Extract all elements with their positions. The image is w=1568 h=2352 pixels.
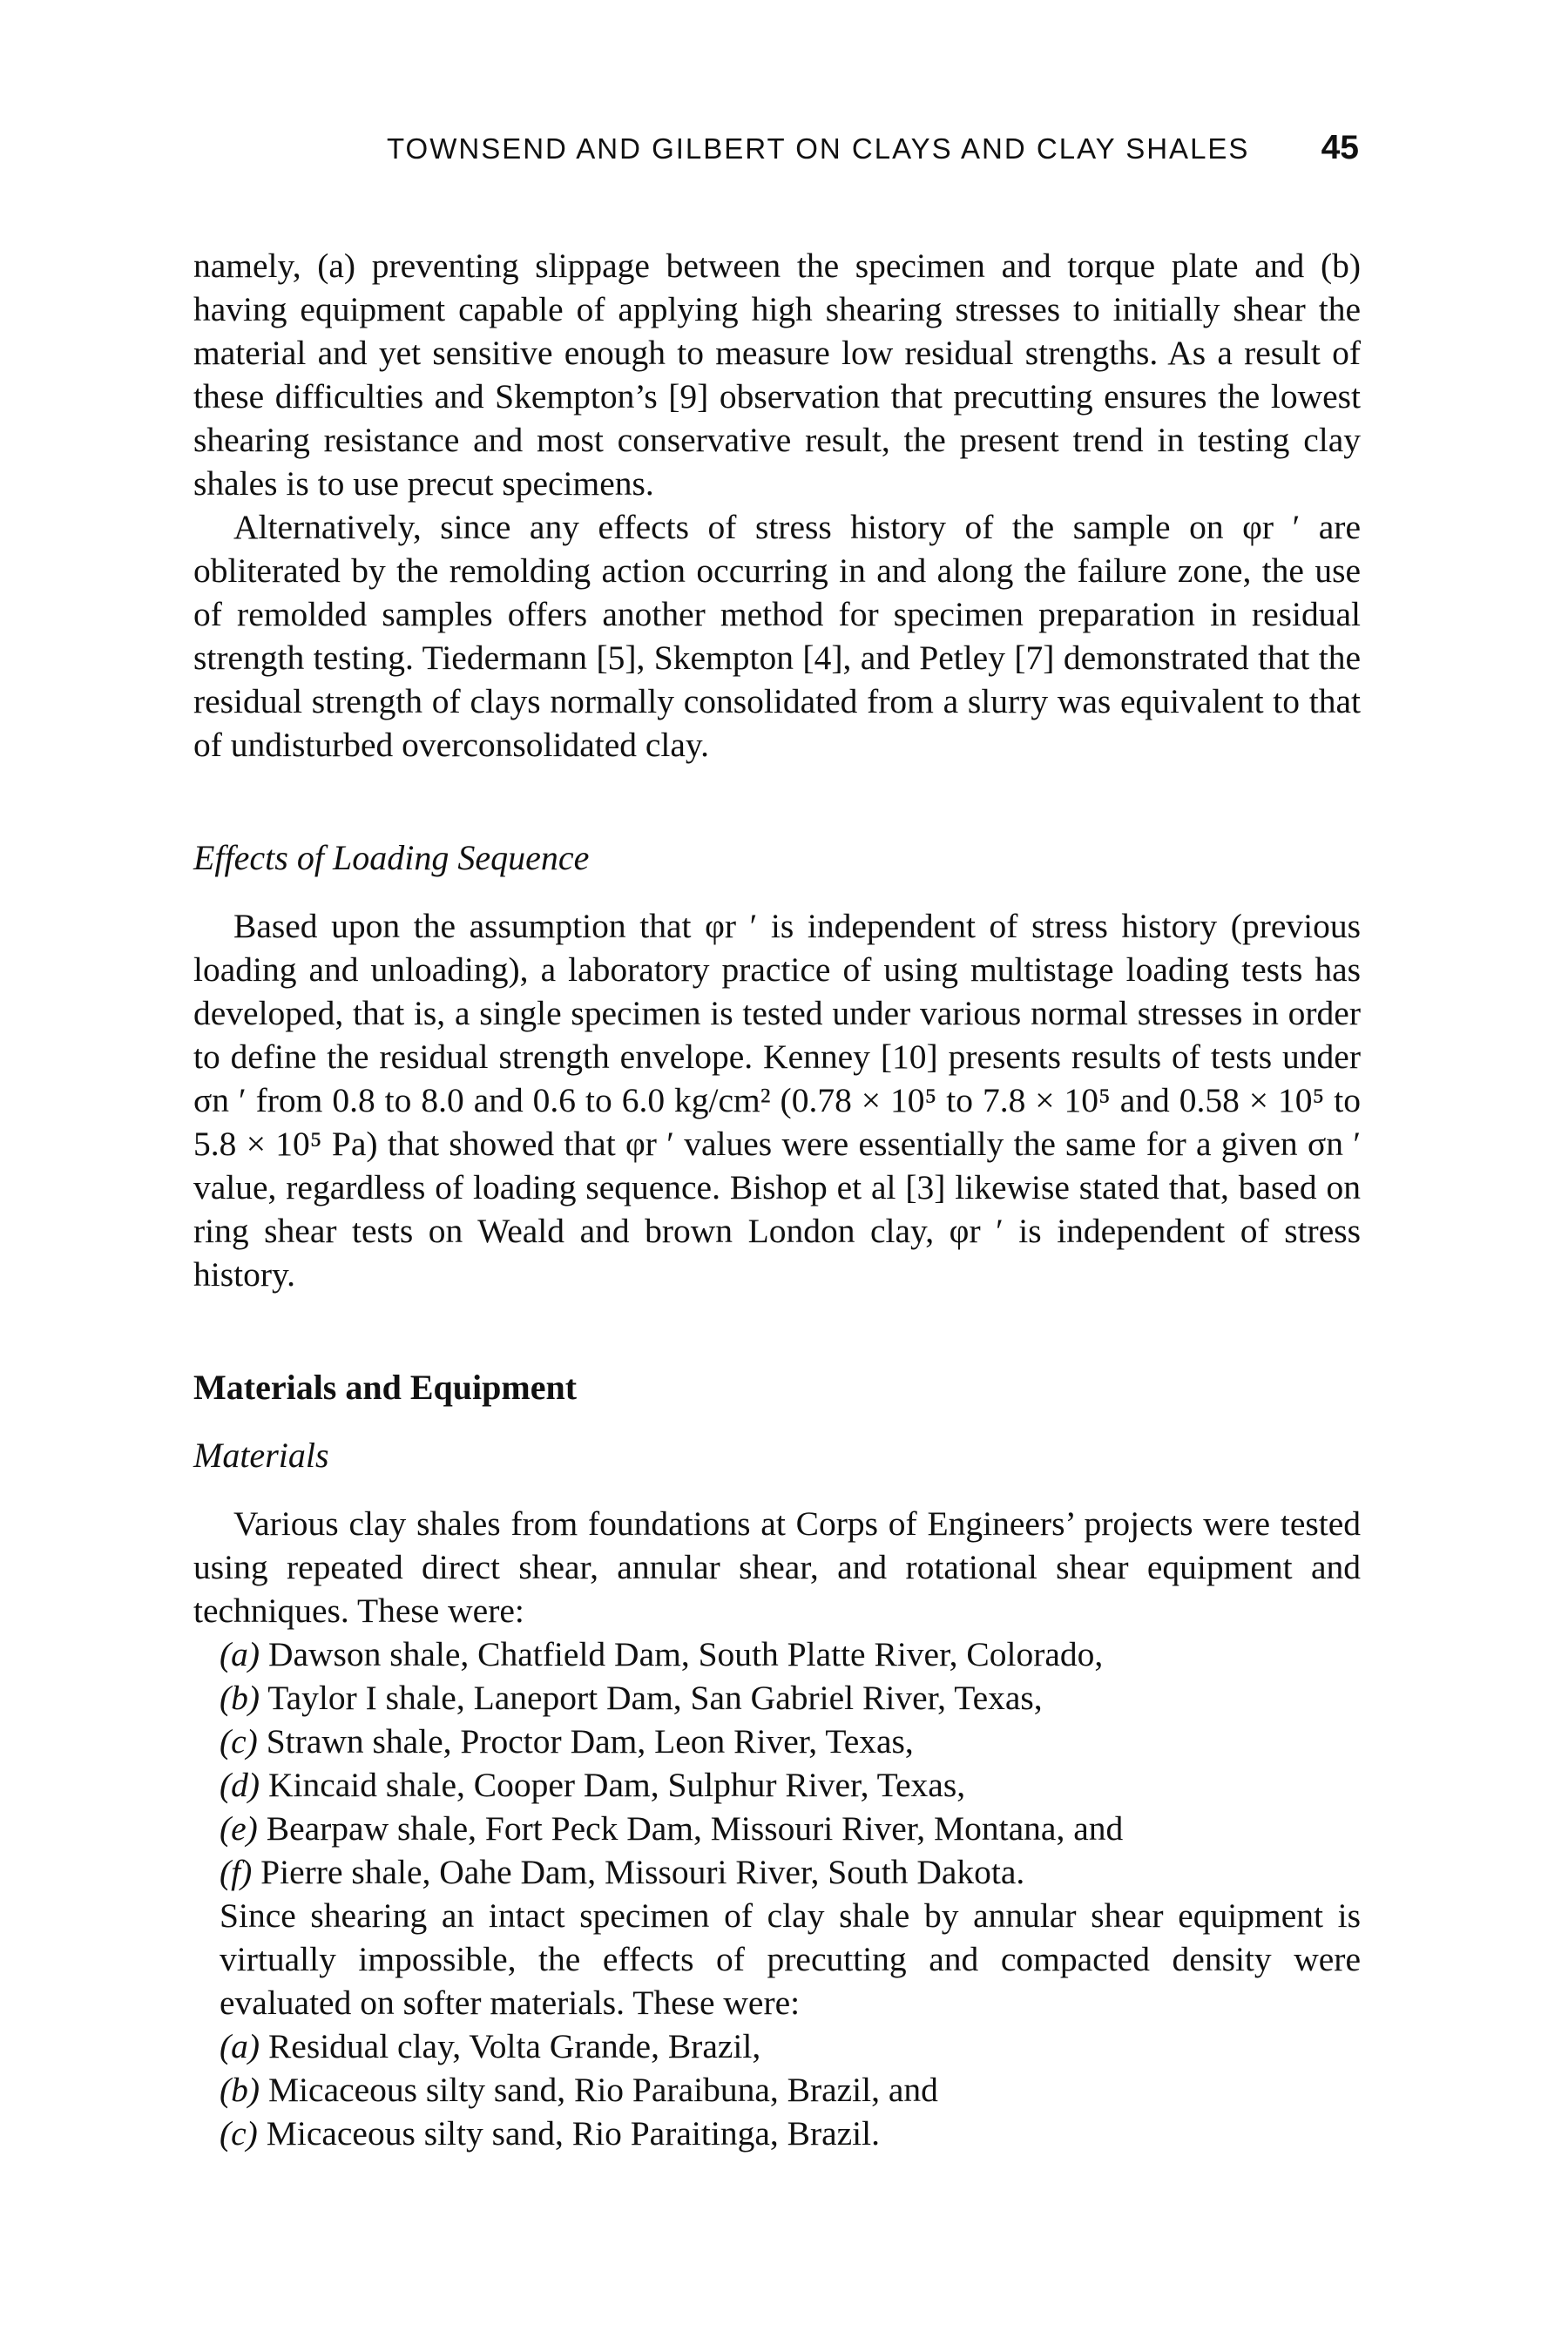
list-item <box>220 1763 1361 1807</box>
list-text: Micaceous silty sand, Rio Paraibuna, Brazil, and <box>267 2071 938 2109</box>
list-item <box>220 1720 1361 1763</box>
subheading-materials: Materials <box>193 1436 329 1475</box>
list-text: Strawn shale, Proctor Dam, Leon River, Texas, <box>266 1722 914 1761</box>
list-item <box>220 2112 1361 2155</box>
page-number: 45 <box>1321 129 1359 166</box>
soft-materials-list <box>193 2024 1361 2155</box>
heading-materials-equipment: Materials and Equipment <box>193 1368 578 1407</box>
list-text: Pierre shale, Oahe Dam, Missouri River, South Dakota. <box>260 1853 1025 1891</box>
list-text: Taylor I shale, Laneport Dam, San Gabriel River, Texas, <box>267 1679 1043 1717</box>
list-label: (a) <box>220 2027 260 2065</box>
list-text: Micaceous silty sand, Rio Paraitinga, Brazil. <box>266 2114 880 2153</box>
running-title: TOWNSEND AND GILBERT ON CLAYS AND CLAY SHALES <box>387 132 1250 165</box>
paragraph-remolded-samples: Alternatively, since any effects of stress history of the sample on φr ′ are obliterated by the remolding action occurring in and along the failure zone, the use of remolded samples offers another method for specimen preparation in residual strength testing. Tiedermann [5], Skempton [4], and Petley [7] demonstrated that the residual strength of clays normally consolidated from a slurry was equivalent to that of undisturbed overconsolidated clay. <box>193 508 1361 764</box>
spacer <box>193 1477 1361 1502</box>
shale-list <box>193 1632 1361 1894</box>
list-label: (b) <box>220 1679 260 1717</box>
list-item <box>220 1850 1361 1894</box>
paragraph-precutting: namely, (a) preventing slippage between the specimen and torque plate and (b) having equipment capable of applying high shearing stresses to initially shear the material and yet sensitive enough to measure low residual strengths. As a result of these difficulties and Skempton’s [9] observation that precutting ensures the lowest shearing resistance and most conservative result, the present trend in testing clay shales is to use precut specimens. <box>193 247 1361 503</box>
spacer <box>193 767 1361 836</box>
spacer <box>193 1296 1361 1366</box>
list-text: Bearpaw shale, Fort Peck Dam, Missouri River, Montana, and <box>266 1809 1124 1848</box>
list-item <box>220 2068 1361 2112</box>
list-label: (b) <box>220 2071 260 2109</box>
list-item <box>220 1632 1361 1676</box>
list-item <box>220 2024 1361 2068</box>
list-label: (c) <box>220 2114 258 2153</box>
list-label: (c) <box>220 1722 258 1761</box>
list-label: (f) <box>220 1853 253 1891</box>
list-text: Residual clay, Volta Grande, Brazil, <box>267 2027 761 2065</box>
list-item <box>220 1807 1361 1850</box>
list-text: Dawson shale, Chatfield Dam, South Platte River, Colorado, <box>267 1635 1104 1673</box>
paragraph-clay-shales: Various clay shales from foundations at Corps of Engineers’ projects were tested using repeated direct shear, annular shear, and rotational shear equipment and techniques. These were: <box>193 1504 1361 1630</box>
body-text <box>193 244 1361 2155</box>
list-label: (e) <box>220 1809 258 1848</box>
spacer <box>193 880 1361 904</box>
list-text: Kincaid shale, Cooper Dam, Sulphur River, Texas, <box>267 1766 966 1804</box>
paragraph-softer-materials: Since shearing an intact specimen of clay shale by annular shear equipment is virtually impossible, the effects of precutting and compacted density were evaluated on softer materials. These were: <box>220 1896 1361 2022</box>
list-item <box>220 1676 1361 1720</box>
subheading-loading-sequence: Effects of Loading Sequence <box>193 838 590 877</box>
spacer <box>193 1409 1361 1434</box>
running-header <box>387 129 1359 167</box>
paragraph-loading-sequence: Based upon the assumption that φr ′ is independent of stress history (previous loading and unloading), a laboratory practice of using multistage loading tests has developed, that is, a single specimen is tested under various normal stresses in order to define the residual strength envelope. Kenney [10] presents results of tests under σn ′ from 0.8 to 8.0 and 0.6 to 6.0 kg/cm² (0.78 × 10⁵ to 7.8 × 10⁵ and 0.58 × 10⁵ to 5.8 × 10⁵ Pa) that showed that φr ′ values were essentially the same for a given σn ′ value, regardless of loading sequence. Bishop et al [3] likewise stated that, based on ring shear tests on Weald and brown London clay, φr ′ is independent of stress history. <box>193 907 1361 1294</box>
list-label: (a) <box>220 1635 260 1673</box>
list-label: (d) <box>220 1766 260 1804</box>
